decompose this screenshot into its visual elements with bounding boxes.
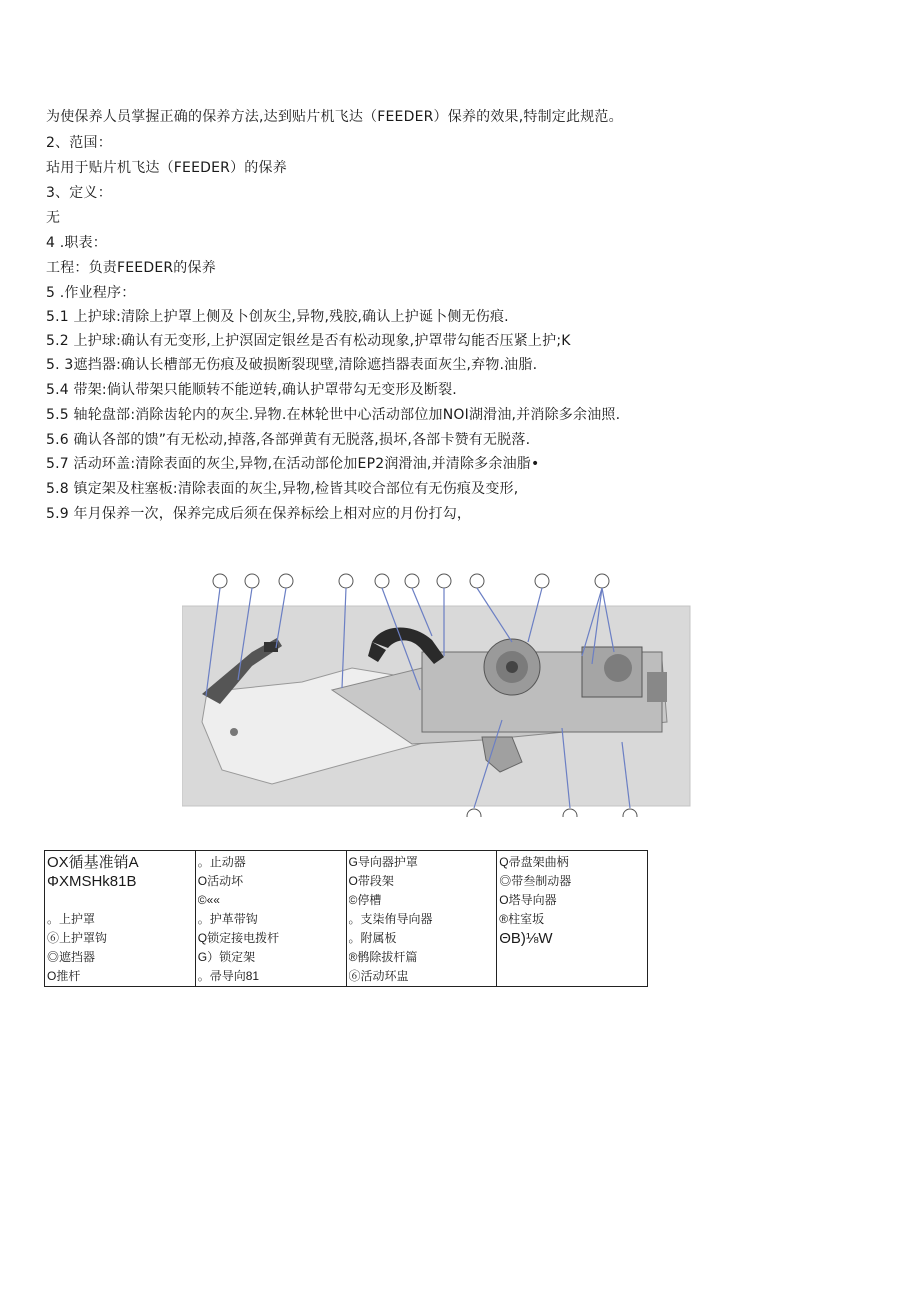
legend-cell: ◎带叁制动器 [499,874,572,888]
legend-cell: O带段架 [348,874,394,888]
purpose-line: 为使保养人员掌握正确的保养方法,达到贴片机飞达（FEEDER）保养的效果,特制定此规范。 [46,109,623,125]
parts-legend-table [44,850,648,987]
legend-column [497,851,647,986]
definition-heading: 3、定义： [46,185,112,201]
legend-cell: 。护革带钩 [197,912,258,926]
legend-column [347,851,498,986]
legend-cell [47,891,195,910]
legend-cell: ©«« [197,893,220,907]
duty-text: 工程：负责FEEDER的保养 [46,260,216,276]
procedure-step: 5.5 轴轮盘部:消除齿轮内的灰尘.异物.在林轮世中心活动部位加NOI湖滑油,并消除多余油照. [46,407,621,423]
procedure-step: 5.4 带架:倘认带架只能顺转不能逆转,确认护罩带勾无变形及断裂. [46,382,457,398]
procedure-step: 5.9 年月保养一次，保养完成后须在保养标绘上相对应的月份打勾， [46,506,472,522]
legend-cell: G导向器护罩 [348,855,418,869]
legend-cell: ®柱室坂 [499,912,545,926]
legend-cell: G）锁定架 [197,950,256,964]
procedure-heading: 5 .作业程序： [46,285,136,301]
legend-cell: O活动坏 [197,874,244,888]
scope-heading: 2、范国： [46,135,112,151]
procedure-step: 5.6 确认各部的馈”有无松动,掉落,各部弹黄有无脱落,损坏,各部卡赞有无脱落. [46,432,531,448]
legend-cell: ◎遮挡器 [47,950,96,964]
legend-cell: ΦXMSHk81B [47,873,137,890]
legend-cell: ®鹘除拔杆篇 [348,950,418,964]
legend-cell: O推杆 [47,969,81,983]
legend-cell: 。上护罩 [47,912,96,926]
procedure-step: 5.2 上护球:确认有无变形,上护溟固定银丝是否有松动现象,护罩带勾能否压紧上护;K [46,333,571,349]
legend-cell: ©停槽 [348,893,382,907]
legend-cell: 。帚导向81 [197,969,260,983]
legend-cell: 。支柒侑导向器 [348,912,433,926]
legend-cell: Q帚盘架曲柄 [499,855,569,869]
procedure-step: 5. 3遮挡器:确认长槽部无伤痕及破损断裂现壁,清除遮挡器表面灰尘,弃物.油脂. [46,357,538,373]
legend-cell: ΘB)⅛W [499,930,553,947]
definition-text: 无 [46,210,61,226]
procedure-step: 5.8 镇定架及柱塞板:清除表面的灰尘,异物,检皆其咬合部位有无伤痕及变形, [46,481,519,497]
procedure-step: 5.1 上护球:清除上护罩上侧及卜创灰尘,异物,残胶,确认上护诞卜侧无伤痕. [46,309,509,325]
procedure-step: 5.7 活动环盖:清除表面的灰尘,异物,在活动部伦加EP2润滑油,并清除多余油脂• [46,456,540,472]
legend-cell: OX循基准销A [47,854,139,871]
legend-cell: ⑥上护罩钩 [47,931,108,945]
feeder-photo [182,572,692,817]
scope-text: 玷用于贴片机飞达（FEEDER）的保养 [46,160,287,176]
legend-cell: O塔导向器 [499,893,557,907]
legend-column [196,851,347,986]
legend-cell: ⑥活动环盅 [348,969,409,983]
legend-cell: 。止动器 [197,855,246,869]
duty-heading: 4 .职表： [46,235,108,251]
legend-column [45,851,196,986]
legend-cell: Q锁定接电拨杆 [197,931,280,945]
legend-cell: 。附属板 [348,931,397,945]
